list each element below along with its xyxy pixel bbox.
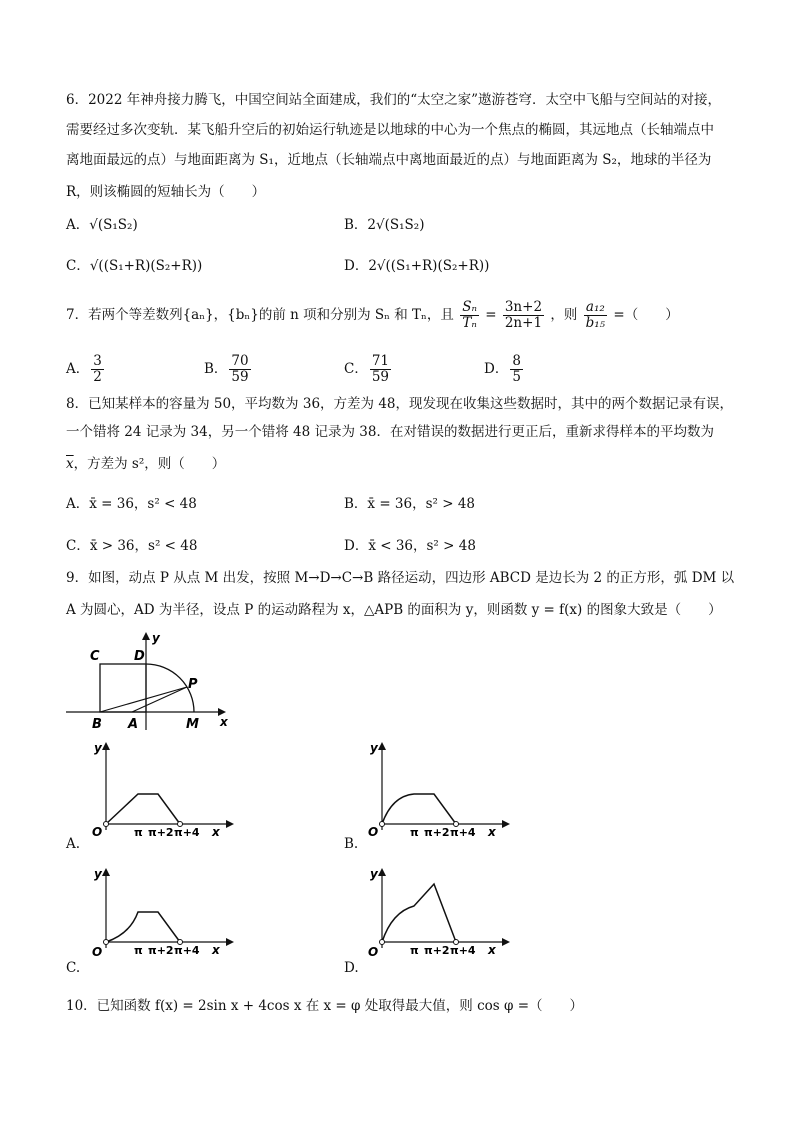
q9-option-c[interactable]: C. (66, 960, 81, 976)
q8-line-3-rest: ，方差为 s²，则（ ） (73, 456, 226, 472)
graph-b-x-label: x (488, 825, 496, 838)
q7-option-d-den: 5 (512, 369, 521, 385)
graph-c-y-label: y (94, 867, 102, 881)
q7-f2-num: 3n+2 (504, 299, 543, 315)
q9-graph-b[interactable] (362, 738, 512, 838)
q9-option-d[interactable]: D. (344, 960, 359, 976)
q8-line-3 (66, 454, 225, 474)
graph-b-tick-1: π (410, 826, 419, 838)
q7-option-b-num: 70 (231, 353, 249, 369)
q7-prefix: 7．若两个等差数列{aₙ}，{bₙ}的前 n 项和分别为 Sₙ 和 Tₙ，且 (66, 307, 454, 323)
q7-option-c-label: C． (344, 361, 368, 377)
q6-line-4: R，则该椭圆的短轴长为（ ） (66, 184, 266, 200)
graph-b-tick-2: π+2 (424, 826, 450, 838)
q7-option-d-label: D． (484, 361, 509, 377)
graph-a-y-label: y (94, 741, 102, 755)
q7-eq: = (485, 307, 497, 323)
q8-option-a[interactable]: A．x̄ = 36，s² < 48 (66, 496, 197, 512)
fig-label-a: A (128, 717, 139, 732)
graph-a-tick-2: π+2 (148, 826, 174, 838)
graph-d-origin: O (368, 945, 379, 959)
q8-option-d[interactable]: D．x̄ < 36，s² > 48 (344, 538, 476, 554)
graph-c-origin: O (92, 945, 103, 959)
q8-option-c[interactable]: C．x̄ > 36，s² < 48 (66, 538, 198, 554)
graph-a-tick-1: π (134, 826, 143, 838)
graph-c-tick-2: π+2 (148, 944, 174, 957)
graph-d-x-label: x (488, 943, 496, 957)
q7-suffix: =（ ） (613, 307, 679, 323)
q9-line-2: A 为圆心，AD 为半径，设点 P 的运动路程为 x，△APB 的面积为 y，则函数 y = f(x) 的图象大致是（ ） (66, 602, 722, 618)
q9-graph-c[interactable] (86, 864, 236, 964)
q7-fraction-a-over-b (584, 300, 607, 331)
q7-option-b[interactable] (204, 352, 253, 386)
q8-xbar: $\overline{x}$ (66, 456, 74, 472)
graph-a-origin: O (92, 825, 103, 838)
fig-label-y: y (152, 631, 160, 645)
q7-option-c-den: 59 (371, 369, 390, 385)
q7-f1-num: Sₙ (462, 299, 477, 315)
q6-line-2: 需要经过多次变轨．某飞船升空后的初始运行轨迹是以地球的中心为一个焦点的椭圆，其远地点（长轴端点中 (66, 122, 714, 138)
q6-option-b[interactable]: B．2√(S₁S₂) (344, 217, 425, 233)
q7-option-a[interactable] (66, 352, 106, 386)
q9-line-1: 9．如图，动点 P 从点 M 出发，按照 M→D→C→B 路径运动，四边形 ABCD 是边长为 2 的正方形，弧 DM 以 (66, 570, 735, 586)
q9-graph-d[interactable] (362, 864, 512, 964)
q8-line-1: 8．已知某样本的容量为 50，平均数为 36，方差为 48，现发现在收集这些数据时，其中的两个数据记录有误， (66, 396, 733, 412)
q6-line-3: 离地面最远的点）与地面距离为 S₁，近地点（长轴端点中离地面最近的点）与地面距离为 S₂，地球的半径为 (66, 152, 712, 168)
fig-label-p: P (188, 677, 198, 692)
graph-a-x-label: x (212, 825, 220, 838)
q7-f3-num: a₁₂ (584, 300, 607, 316)
q7-option-b-label: B． (204, 361, 228, 377)
q7-mid: ，则 (550, 307, 578, 323)
fig-label-m: M (186, 717, 199, 732)
graph-c-tick-3: π+4 (174, 944, 200, 957)
q7-fraction-s-over-t (460, 300, 479, 331)
q9-graph-a[interactable] (86, 738, 236, 838)
graph-d-tick-2: π+2 (424, 944, 450, 957)
graph-b-y-label: y (370, 741, 378, 755)
q7-f1-den: Tₙ (462, 315, 477, 331)
q8-line-2: 一个错将 24 记录为 34，另一个错将 48 记录为 38．在对错误的数据进行更正后，重新求得样本的平均数为 (66, 424, 714, 440)
q7-f3-den: b₁₅ (585, 315, 606, 331)
q6-option-d[interactable]: D．2√((S₁+R)(S₂+R)) (344, 258, 490, 274)
graph-b-tick-3: π+4 (450, 826, 476, 838)
q7-fraction-ratio (503, 300, 544, 331)
q7-option-d[interactable] (484, 352, 525, 386)
q7-option-a-num: 3 (93, 353, 102, 369)
q8-option-b[interactable]: B．x̄ = 36，s² > 48 (344, 496, 476, 512)
q7-f2-den: 2n+1 (504, 315, 543, 331)
fig-label-x: x (220, 715, 228, 729)
q6-line-1: 6．2022 年神舟接力腾飞，中国空间站全面建成，我们的“太空之家”遨游苍穹．太空中飞船与空间站的对接， (66, 92, 722, 108)
q7-option-c-num: 71 (371, 353, 390, 369)
q7-option-d-num: 8 (512, 353, 521, 369)
square-arc-figure (60, 630, 230, 735)
graph-d-y-label: y (370, 867, 378, 881)
q7-option-c[interactable] (344, 352, 393, 386)
fig-label-d: D (134, 649, 145, 664)
graph-a-tick-3: π+4 (174, 826, 200, 838)
q7-option-a-label: A． (66, 361, 90, 377)
graph-c-x-label: x (212, 943, 220, 957)
graph-d-tick-3: π+4 (450, 944, 476, 957)
fig-label-b: B (92, 717, 102, 732)
q7-option-b-den: 59 (231, 369, 249, 385)
q6-option-a[interactable]: A．√(S₁S₂) (66, 217, 138, 233)
q9-option-a[interactable]: A. (66, 836, 81, 852)
graph-d-tick-1: π (410, 944, 419, 957)
q6-option-c[interactable]: C．√((S₁+R)(S₂+R)) (66, 258, 203, 274)
q10-line-1: 10．已知函数 f(x) = 2sin x + 4cos x 在 x = φ 处取得最大值，则 cos φ =（ ） (66, 998, 584, 1014)
q7-stem (66, 298, 679, 332)
q9-option-b[interactable]: B. (344, 836, 359, 852)
graph-b-origin: O (368, 825, 379, 838)
graph-c-tick-1: π (134, 944, 143, 957)
q7-option-a-den: 2 (93, 369, 102, 385)
fig-label-c: C (90, 649, 100, 664)
